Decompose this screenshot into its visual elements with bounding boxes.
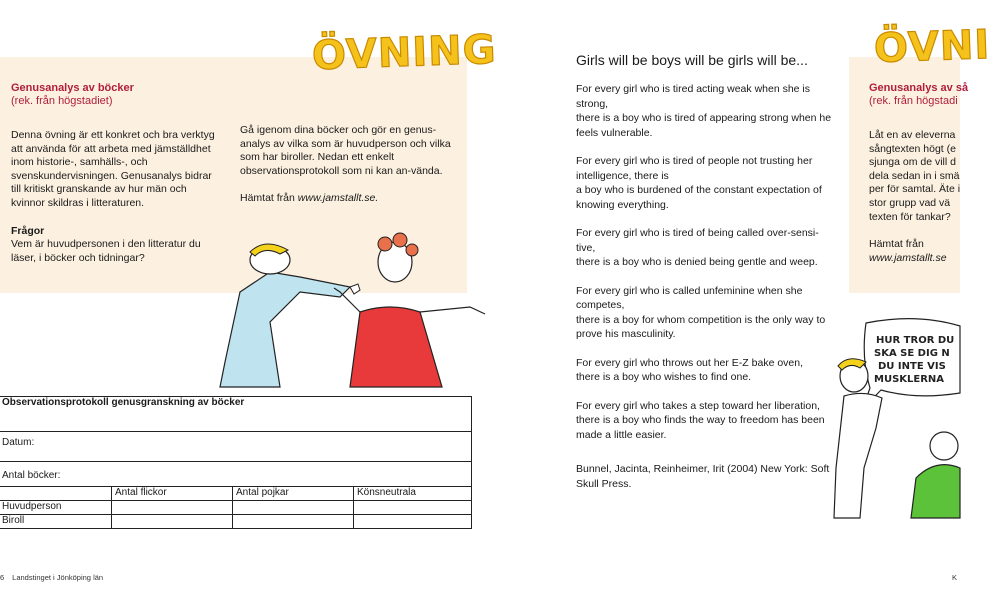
page-footer-left [0, 573, 103, 582]
cartoon-figure-blue-body [220, 272, 350, 387]
table-cell[interactable] [354, 515, 472, 529]
observation-table-wrap [0, 396, 472, 529]
poem-line: there is a boy who is tired of appearing strong when he feels vulnerable. [576, 112, 832, 139]
source-line [240, 192, 455, 206]
table-row [0, 515, 472, 529]
left-column-2 [240, 124, 455, 206]
poem-line: For every girl who throws out her E-Z bake oven, [576, 356, 804, 369]
cartoon-two-figures [210, 232, 500, 392]
ovning-title-left: ÖVNING [311, 26, 498, 80]
poem-line: For every girl who is tired acting weak when she is strong, [576, 83, 811, 110]
poem-line: there is a boy who wishes to find one. [576, 371, 752, 383]
svg-text:DU INTE VIS: DU INTE VIS [878, 361, 946, 372]
exercise-intro-text: Denna övning är ett konkret och bra verktyg att använda för att arbeta med jämställdhet inom historie-, samhälls-, och svenskundervisningen. Genusanalys bidrar till kritiskt granskande av hur män och kvinnor skildras i litteraturen. [11, 129, 215, 209]
fragor-text: Vem är huvudpersonen i den litteratur du läser, i böcker och tidningar? [11, 238, 201, 264]
poem-stanza [576, 356, 838, 385]
poem-column [576, 52, 838, 505]
book-count-cell[interactable] [0, 462, 472, 487]
book-count-label: Antal böcker: [2, 470, 61, 481]
table-row [0, 432, 472, 462]
table-header-row [0, 487, 472, 501]
poem-line: there is a boy who is denied being gentle and weep. [576, 256, 818, 268]
row-label-biroll: Biroll [0, 515, 112, 529]
svg-text:MUSKLERNA: MUSKLERNA [874, 374, 945, 385]
table-row [0, 397, 472, 432]
row-label-huvudperson: Huvudperson [0, 501, 112, 515]
poem-stanza [576, 154, 838, 212]
cartoon-boys-speech [826, 318, 960, 524]
poem-stanza [576, 399, 838, 443]
poem-stanza [576, 82, 838, 140]
table-row [0, 501, 472, 515]
right-exercise-subheading: (rek. från högstadi [869, 95, 958, 107]
poem-body [576, 82, 838, 442]
poem-stanza [576, 226, 838, 270]
right-exercise-heading: Genusanalys av så [869, 82, 969, 94]
fragor-heading: Frågor [11, 224, 45, 237]
table-title: Observationsprotokoll genusgranskning av böcker [0, 397, 472, 432]
exercise-heading: Genusanalys av böcker [11, 82, 134, 94]
source-link[interactable]: www.jamstallt.se. [297, 192, 379, 205]
table-header-cell: Könsneutrala [354, 487, 472, 501]
exercise-subheading: (rek. från högstadiet) [11, 95, 113, 107]
table-row [0, 462, 472, 487]
poem-stanza [576, 284, 838, 342]
source-prefix: Hämtat från [240, 192, 298, 205]
table-header-cell [0, 487, 112, 501]
footer-right: K [952, 573, 958, 582]
cartoon-small-boy-head [930, 432, 958, 460]
table-header-cell: Antal pojkar [233, 487, 354, 501]
table-header-cell: Antal flickor [112, 487, 233, 501]
table-cell[interactable] [112, 515, 233, 529]
page-number: 6 [0, 573, 5, 582]
right-source-prefix: Hämtat från [869, 238, 924, 251]
poem-line: there is a boy for whom competition is the only way to prove his masculinity. [576, 313, 826, 340]
footer-publisher: Landstinget i Jönköping län [12, 573, 104, 582]
date-label: Datum: [2, 437, 35, 448]
date-cell[interactable] [0, 432, 472, 462]
poem-line: a boy who is burdened of the constant expectation of knowing everything. [576, 184, 822, 211]
poem-title: Girls will be boys will be girls will be... [576, 52, 808, 68]
poem-line: For every girl who is tired of being called over-sensi-tive, [576, 227, 819, 254]
right-box-content [869, 82, 969, 265]
poem-line: there is a boy who finds the way to freedom has been made a little easier. [576, 414, 825, 441]
poem-line: For every girl who is called unfeminine when she competes, [576, 284, 803, 311]
poem-line: For every girl who is tired of people not trusting her intelligence, there is [576, 155, 813, 182]
observation-table [0, 396, 472, 529]
right-exercise-text: Låt en av eleverna sångtexten högt (e sjunga om de vill d dela sedan in i smä per för samtal. Äte i stor grupp vad vä texten för tankar? [869, 129, 961, 223]
table-cell[interactable] [112, 501, 233, 515]
table-cell[interactable] [233, 515, 354, 529]
table-cell[interactable] [354, 501, 472, 515]
speech-bubble-text: HUR TROR DU [876, 335, 955, 346]
cartoon-boy-body [834, 393, 882, 518]
cartoon-figure-red-dress [350, 307, 442, 387]
poem-line: For every girl who takes a step toward her liberation, [576, 399, 820, 412]
svg-text:SKA SE DIG N: SKA SE DIG N [874, 348, 950, 359]
table-cell[interactable] [233, 501, 354, 515]
exercise-instructions-text: Gå igenom dina böcker och gör en genus-analys av vilka som är huvudperson och vilka som har biroller. Nedan ett enkelt observationsprotokoll som ni kan an-vända. [240, 124, 451, 177]
poem-citation: Bunnel, Jacinta, Reinheimer, Irit (2004) New York: Soft Skull Press. [576, 463, 830, 490]
right-source-link[interactable]: www.jamstallt.se [869, 251, 947, 264]
ovning-title-right: ÖVNI [873, 21, 991, 73]
left-column-1 [11, 82, 216, 265]
